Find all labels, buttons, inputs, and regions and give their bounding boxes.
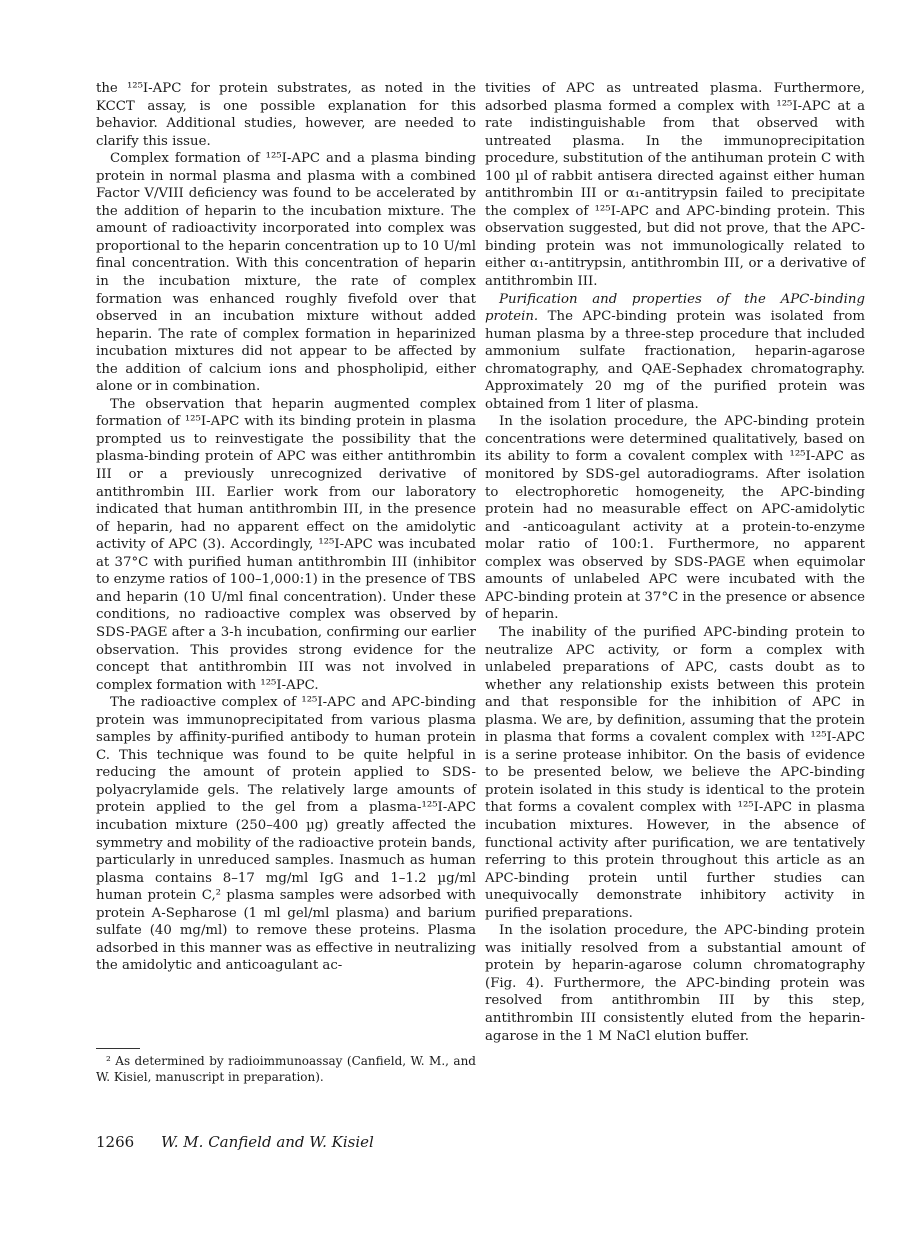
right-column [485,80,865,1045]
footnote [96,1053,476,1085]
page-number: 1266 [96,1133,135,1151]
paragraph [485,291,865,414]
running-head: W. M. Canfield and W. Kisiel [160,1133,374,1151]
paragraph: In the isolation procedure, the APC-binding protein concentrations were determined qualitatively, based on its ability to form a covalent complex with ¹²⁵I-APC as monitored by SDS-gel autoradiograms. After isolation to electrophoretic homogeneity, the APC-binding protein had no measurable effect on APC-amidolytic and -anticoagulant activity at a protein-to-enzyme molar ratio of 100:1. Furthermore, no apparent complex was observed by SDS-PAGE when equimolar amounts of unlabeled APC were incubated with the APC-binding protein at 37°C in the presence or absence of heparin. [485,414,865,623]
paragraph: tivities of APC as untreated plasma. Furthermore, adsorbed plasma formed a complex with ¹²⁵I-APC at a rate indistinguishable from that observed with untreated plasma. In the immunoprecipitation procedure, substitution of the antihuman protein C with 100 µl of rabbit antisera directed against either human antithrombin III or α₁-antitrypsin failed to precipitate the complex of ¹²⁵I-APC and APC-binding protein. This observation suggested, but did not prove, that the APC-binding protein was not immunologically related to either α₁-antitrypsin, antithrombin III, or a derivative of antithrombin III. [485,81,865,290]
paragraph: The radioactive complex of ¹²⁵I-APC and APC-binding protein was immunoprecipitated from various plasma samples by affinity-purified antibody to human protein C. This technique was found to be quite helpful in reducing the amount of protein applied to SDS-polyacrylamide gels. The relatively large amounts of protein applied to the gel from a plasma-¹²⁵I-APC incubation mixture (250–400 µg) greatly affected the symmetry and mobility of the radioactive protein bands, particularly in unreduced samples. Inasmuch as human plasma contains 8–17 mg/ml IgG and 1–1.2 µg/ml human protein C,² plasma samples were adsorbed with protein A-Sepharose (1 ml gel/ml plasma) and barium sulfate (40 mg/ml) to remove these proteins. Plasma adsorbed in this manner was as effective in neutralizing the amidolytic and anticoagulant ac- [96,695,476,974]
section-heading: Purification and properties of the APC-binding protein. [485,291,865,325]
paragraph-text: The APC-binding protein was isolated from human plasma by a three-step procedure that included ammonium sulfate fractionation, heparin-agarose chromatography, and QAE-Sephadex chromatography. Approximately 20 mg of the purified protein was obtained from 1 liter of plasma. [485,309,865,412]
footnote-text: ² As determined by radioimmunoassay (Canfield, W. M., and W. Kisiel, manuscript in preparation). [96,1054,476,1084]
paragraph: In the isolation procedure, the APC-binding protein was initially resolved from a substantial amount of protein by heparin-agarose column chromatography (Fig. 4). Furthermore, the APC-binding protein was resolved from antithrombin III by this step, antithrombin III consistently eluted from the heparin-agarose in the 1 M NaCl elution buffer. [485,923,865,1044]
paragraph: The observation that heparin augmented complex formation of ¹²⁵I-APC with its binding protein in plasma prompted us to reinvestigate the possibility that the plasma-binding protein of APC was either antithrombin III or a previously unrecognized derivative of antithrombin III. Earlier work from our laboratory indicated that human antithrombin III, in the presence of heparin, had no apparent effect on the amidolytic activity of APC (3). Accordingly, ¹²⁵I-APC was incubated at 37°C with purified human antithrombin III (inhibitor to enzyme ratios of 100–1,000:1) in the presence of TBS and heparin (10 U/ml final concentration). Under these conditions, no radioactive complex was observed by SDS-PAGE after a 3-h incubation, confirming our earlier observation. This provides strong evidence for the concept that antithrombin III was not involved in complex formation with ¹²⁵I-APC. [96,396,476,693]
paragraph: Complex formation of ¹²⁵I-APC and a plasma binding protein in normal plasma and plasma with a combined Factor V/VIII deficiency was found to be accelerated by the addition of heparin to the incubation mixture. The amount of radioactivity incorporated into complex was proportional to the heparin concentration up to 10 U/ml final concentration. With this concentration of heparin in the incubation mixture, the rate of complex formation was enhanced roughly fivefold over that observed in an incubation mixture without added heparin. The rate of complex formation in heparinized incubation mixtures did not appear to be affected by the addition of calcium ions and phospholipid, either alone or in combination. [96,151,476,395]
page-footer [96,1133,374,1151]
left-column [96,80,476,975]
footnote-rule [96,1048,140,1049]
paragraph: the ¹²⁵I-APC for protein substrates, as noted in the KCCT assay, is one possible explanation for this behavior. Additional studies, however, are needed to clarify this issue. [96,81,476,149]
paragraph: The inability of the purified APC-binding protein to neutralize APC activity, or form a complex with unlabeled preparations of APC, casts doubt as to whether any relationship exists between this protein and that responsible for the inhibition of APC in plasma. We are, by definition, assuming that the protein in plasma that forms a covalent complex with ¹²⁵I-APC is a serine protease inhibitor. On the basis of evidence to be presented below, we believe the APC-binding protein isolated in this study is identical to the protein that forms a covalent complex with ¹²⁵I-APC in plasma incubation mixtures. However, in the absence of functional activity after purification, we are tentatively referring to this protein throughout this article as an APC-binding protein until further studies can unequivocally demonstrate inhibitory activity in purified preparations. [485,624,865,921]
